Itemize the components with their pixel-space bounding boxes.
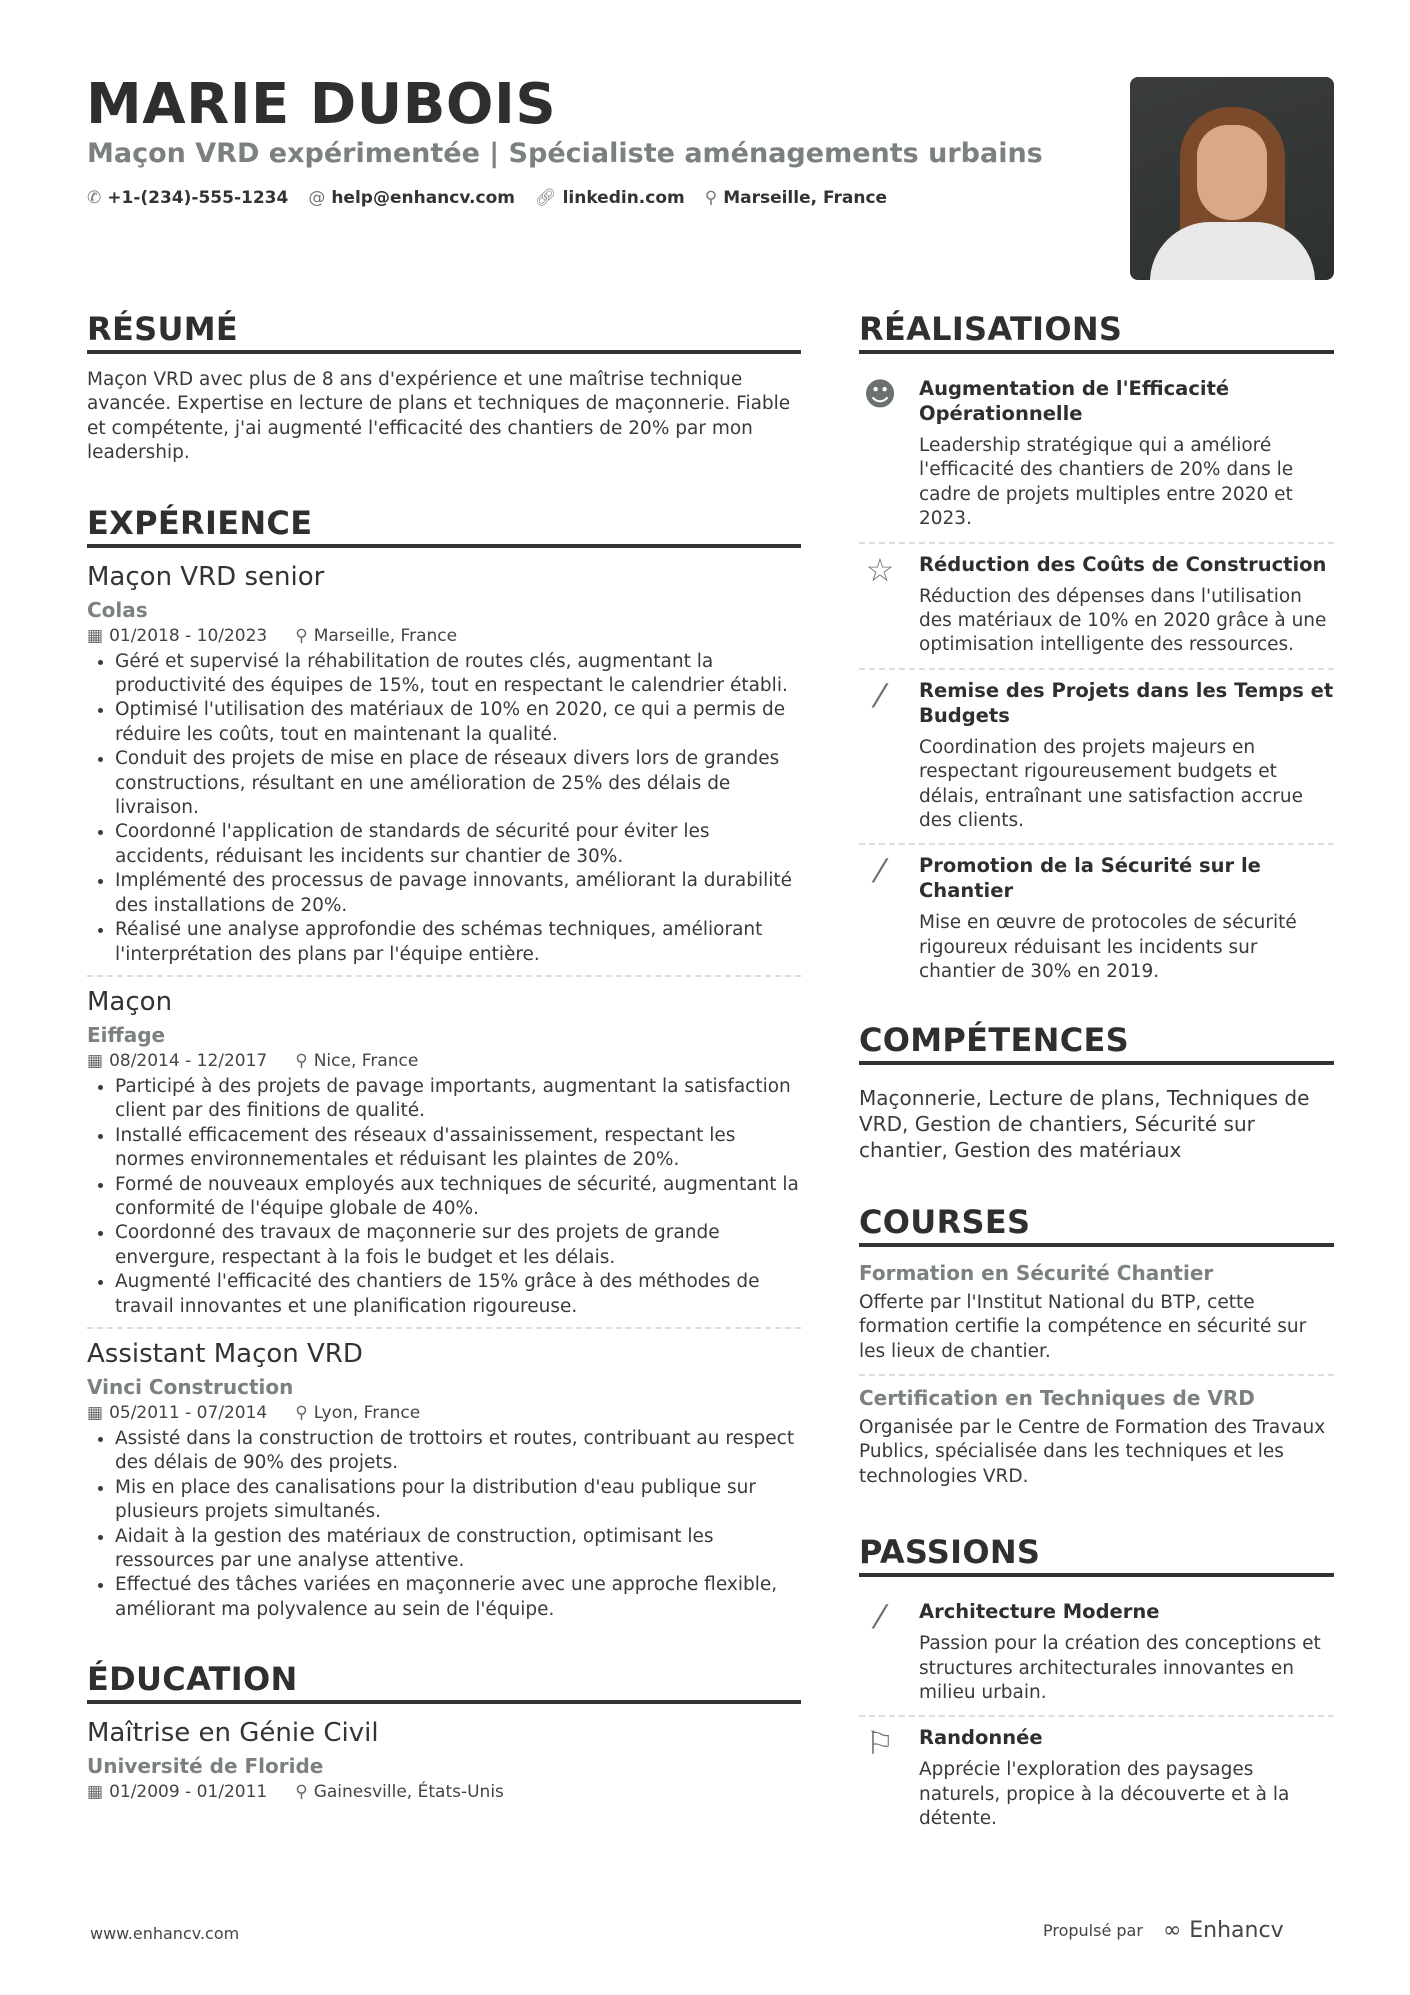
left-column [87,310,801,1840]
bullet: • Réalisé une analyse approfondie des schémas techniques, améliorant l'interprétation des plans par l'équipe entière. [115,918,801,967]
passions-item [859,1591,1334,1717]
calendar-icon: ▦ [87,1782,104,1803]
flag-icon: ⚐ [865,1724,895,1763]
location: Lyon, France [313,1402,421,1423]
profile-photo [1130,77,1334,280]
location-text: Marseille, France [723,188,888,208]
course-title: Formation en Sécurité Chantier [859,1260,1214,1285]
calendar-icon: ▦ [87,1050,104,1071]
resume-text: Maçon VRD avec plus de 8 ans d'expérience et une maîtrise technique avancée. Expertise en lecture de plans et techniques de maçonnerie. Fiable et compétente, j'ai augmenté l'efficacité des chantiers de 20% par mon leadership. [87,369,791,464]
education-meta [87,1782,801,1802]
location-icon: ⚲ [295,1782,308,1803]
section-title: EXPÉRIENCE [87,504,801,548]
phone-text: +1-(234)-555-1234 [107,188,289,208]
courses-section [859,1203,1334,1499]
bullet: • Coordonné des travaux de maçonnerie sur des projets de grande envergure, respectant à la fois le budget et les délais. [115,1221,801,1270]
magic-wand-icon: ⁄ [877,676,883,715]
section-title: RÉALISATIONS [859,310,1334,354]
section-title: PASSIONS [859,1533,1334,1577]
degree: Maîtrise en Génie Civil [87,1718,379,1749]
company: Vinci Construction [87,1374,294,1399]
course-item [859,1386,1334,1499]
right-column [859,310,1334,1880]
bullet-list [87,650,801,967]
bullet: • Effectué des tâches variées en maçonnerie avec une approche flexible, améliorant ma polyvalence au sein de l'équipe. [115,1573,801,1622]
brain-head-icon: ☻ [863,375,897,413]
enhancv-logo[interactable] [1163,1918,1284,1943]
item-title: Remise des Projets dans les Temps et Budgets [919,678,1334,727]
experience-section [87,504,801,1631]
school: Université de Floride [87,1754,324,1779]
location-icon: ⚲ [295,1050,308,1071]
bullet-list [87,1075,801,1319]
passions-section [859,1533,1334,1841]
course-text: Offerte par l'Institut National du BTP, cette formation certifie la compétence en sécurité sur les lieux de chantier. [859,1291,1307,1362]
link-icon: 🔗︎ [534,188,557,208]
item-text: Coordination des projets majeurs en respectant rigoureusement budgets et délais, entraînant une satisfaction accrue des clients. [919,736,1303,832]
achievements-item [859,670,1334,846]
section-title: COMPÉTENCES [859,1021,1334,1065]
dates: 01/2018 - 10/2023 [109,625,268,646]
achievements-item [859,544,1334,670]
item-title: Promotion de la Sécurité sur le Chantier [919,854,1261,903]
job-meta [87,1403,801,1423]
location-icon: ⚲ [704,188,718,208]
item-title: Réduction des Coûts de Construction [919,552,1327,576]
bullet: • Installé efficacement des réseaux d'assainissement, respectant les normes environnementales et réduisant les plaintes de 20%. [115,1124,801,1173]
achievements-section [859,310,1334,995]
location: Nice, France [313,1050,419,1071]
magic-wand-icon: ⁄ [877,852,883,891]
item-text: Mise en œuvre de protocoles de sécurité rigoureux réduisant les incidents sur chantier de 30% en 2019. [919,912,1297,983]
at-icon: @ [308,188,326,208]
section-title: COURSES [859,1203,1334,1247]
phone-icon: ✆ [87,188,102,208]
job-title: Maçon VRD senior [87,561,325,592]
magic-wand-icon: ⁄ [877,1598,883,1637]
location: Marseille, France [313,625,458,646]
job-meta [87,1051,801,1071]
job-title: Assistant Maçon VRD [87,1338,363,1369]
candidate-name: MARIE DUBOIS [86,72,557,137]
contact-phone[interactable] [87,188,288,208]
star-icon: ☆ [865,550,895,589]
linkedin-text: linkedin.com [562,188,685,208]
course-text: Organisée par le Centre de Formation des Travaux Publics, spécialisée dans les techniques et les technologies VRD. [859,1416,1326,1487]
brand-name: Enhancv [1189,1918,1284,1943]
item-text: Apprécie l'exploration des paysages naturels, propice à la découverte et à la détente. [919,1759,1290,1830]
achievements-item [859,845,1334,994]
footer-powered [1043,1918,1284,1943]
job-meta [87,626,801,646]
location: Gainesville, États-Unis [313,1782,504,1803]
calendar-icon: ▦ [87,625,104,646]
item-title: Augmentation de l'Efficacité Opérationnelle [919,377,1230,425]
bullet: • Formé de nouveaux employés aux techniques de sécurité, augmentant la conformité de l'équipe globale de 40%. [115,1173,801,1222]
contact-location [705,188,887,208]
skills-text: Maçonnerie, Lecture de plans, Techniques de VRD, Gestion de chantiers, Sécurité sur chantier, Gestion des matériaux [859,1085,1310,1162]
powered-by-text: Propulsé par [1043,1921,1143,1940]
dates: 08/2014 - 12/2017 [109,1050,268,1071]
candidate-subtitle: Maçon VRD expérimentée | Spécialiste aménagements urbains [87,138,1043,169]
course-item [859,1261,1334,1376]
location-icon: ⚲ [295,625,308,646]
resume-section [87,310,801,466]
contact-email[interactable] [308,188,515,208]
footer-website[interactable]: www.enhancv.com [90,1924,240,1943]
contact-bar [87,188,887,208]
item-text: Passion pour la création des conceptions et structures architecturales innovantes en milieu urbain. [919,1633,1321,1703]
email-text: help@enhancv.com [331,188,515,208]
bullet: • Optimisé l'utilisation des matériaux de 10% en 2020, ce qui a permis de réduire les coûts, tout en maintenant la qualité. [115,698,801,747]
passions-item [859,1717,1334,1841]
location-icon: ⚲ [295,1402,308,1423]
job-title: Maçon [87,986,173,1017]
company: Colas [87,597,148,622]
bullet: • Assisté dans la construction de trottoirs et routes, contribuant au respect des délais de 90% des projets. [115,1427,801,1476]
bullet-list [87,1427,801,1622]
item-text: Leadership stratégique qui a amélioré l'efficacité des chantiers de 20% dans le cadre de projets multiples entre 2020 et 2023. [919,435,1294,530]
section-title: RÉSUMÉ [87,310,801,354]
achievements-item [859,368,1334,544]
item-title: Architecture Moderne [919,1600,1160,1624]
section-title: ÉDUCATION [87,1660,801,1704]
item-text: Réduction des dépenses dans l'utilisation des matériaux de 10% en 2020 grâce à une optimisation intelligente des ressources. [919,585,1327,656]
dates: 01/2009 - 01/2011 [109,1782,268,1803]
bullet: • Conduit des projets de mise en place de réseaux divers lors de grandes constructions, résultant en une amélioration de 25% des délais de livraison. [115,747,801,820]
course-title: Certification en Techniques de VRD [859,1385,1255,1410]
bullet: • Augmenté l'efficacité des chantiers de 15% grâce à des méthodes de travail innovantes et une planification rigoureuse. [115,1270,801,1319]
job-entry [87,987,801,1329]
company: Eiffage [87,1022,166,1047]
infinity-icon: ∞ [1162,1918,1182,1943]
bullet: • Géré et supervisé la réhabilitation de routes clés, augmentant la productivité des équipes de 15%, tout en respectant le calendrier établi. [115,650,801,699]
job-entry [87,562,801,977]
calendar-icon: ▦ [87,1402,104,1423]
dates: 05/2011 - 07/2014 [109,1402,268,1423]
skills-section [859,1021,1334,1163]
bullet: • Coordonné l'application de standards de sécurité pour éviter les accidents, réduisant les incidents sur chantier de 30%. [115,820,801,869]
bullet: • Participé à des projets de pavage importants, augmentant la satisfaction client par des finitions de qualité. [115,1075,801,1124]
bullet: • Implémenté des processus de pavage innovants, améliorant la durabilité des installations de 20%. [115,869,801,918]
job-entry [87,1339,801,1630]
bullet: • Aidait à la gestion des matériaux de construction, optimisant les ressources par une analyse attentive. [115,1525,801,1574]
contact-linkedin[interactable] [535,188,685,208]
bullet: • Mis en place des canalisations pour la distribution d'eau publique sur plusieurs projets simultanés. [115,1476,801,1525]
item-title: Randonnée [919,1726,1043,1750]
education-section [87,1660,801,1802]
